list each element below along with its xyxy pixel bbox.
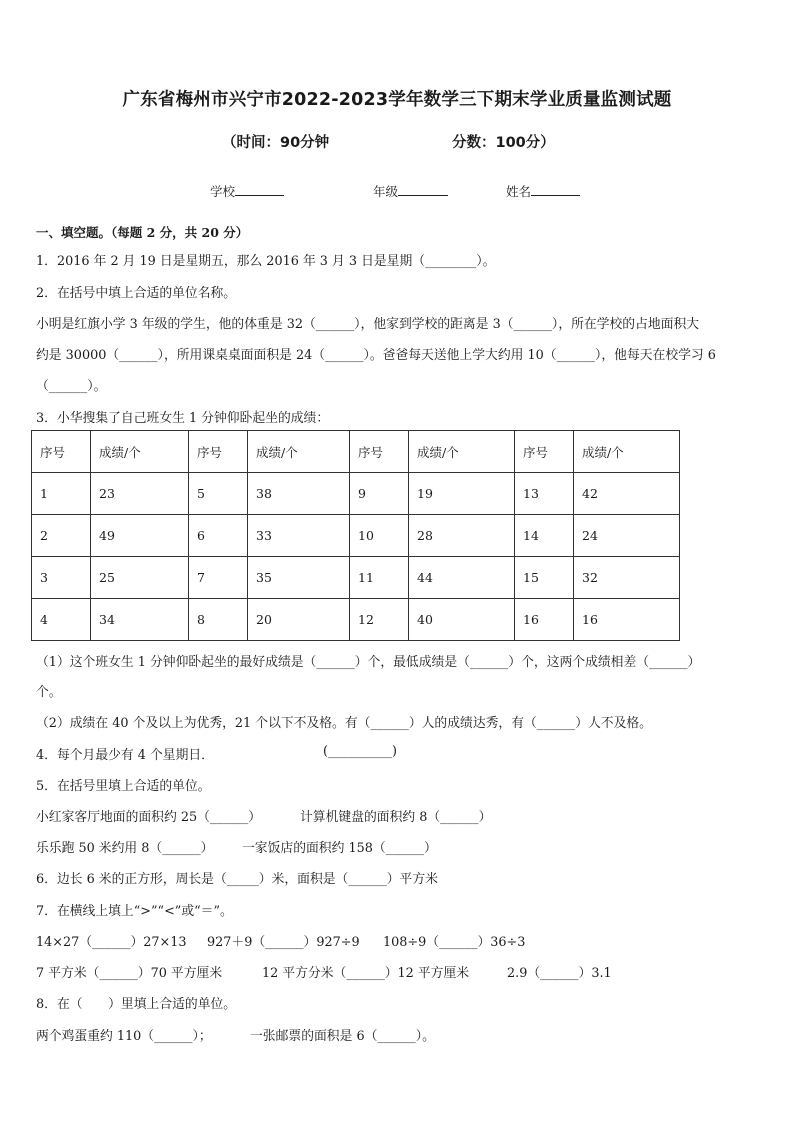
- question-2-line-3: （______）。: [36, 379, 107, 394]
- table-row: [32, 515, 680, 557]
- table-cell: 25: [91, 557, 189, 599]
- header-cell: 成绩/个: [91, 431, 189, 473]
- question-2-line-1: 小明是红旗小学 3 年级的学生，他的体重是 32（______），他家到学校的距离是 3（______），所在学校的占地面积大: [36, 317, 700, 332]
- question-1: 1．2016 年 2 月 19 日是星期五，那么 2016 年 3 月 3 日是星期（________）。: [36, 254, 496, 269]
- table-cell: 32: [574, 557, 680, 599]
- table-row: [32, 599, 680, 641]
- question-7-stem: 7．在横线上填上“>”“<”或“＝”。: [36, 904, 233, 919]
- header-cell: 序号: [189, 431, 248, 473]
- question-3-sub2: （2）成绩在 40 个及以上为优秀，21 个以下不及格。有（______）人的成绩达秀，有（______）人不及格。: [36, 716, 652, 731]
- table-cell: 15: [515, 557, 574, 599]
- header-cell: 成绩/个: [409, 431, 515, 473]
- name-label: 姓名: [506, 184, 532, 199]
- table-cell: 8: [189, 599, 248, 641]
- table-cell: 16: [515, 599, 574, 641]
- question-4-blank[interactable]: (__________): [323, 744, 397, 759]
- table-cell: 34: [91, 599, 189, 641]
- header-cell: 序号: [515, 431, 574, 473]
- table-cell: 28: [409, 515, 515, 557]
- table-cell: 7: [189, 557, 248, 599]
- question-5-d: 一家饭店的面积约 158（______）: [242, 841, 437, 856]
- question-7-e: 12 平方分米（______）12 平方厘米: [262, 966, 470, 981]
- table-row: [32, 557, 680, 599]
- table-row: [32, 473, 680, 515]
- school-field: [210, 182, 284, 200]
- table-cell: 1: [32, 473, 91, 515]
- table-cell: 11: [350, 557, 409, 599]
- question-3-sub1-line-1: （1）这个班女生 1 分钟仰卧起坐的最好成绩是（______）个，最低成绩是（______）个，这两个成绩相差（______）: [36, 655, 701, 670]
- question-8-stem: 8．在（ ）里填上合适的单位。: [36, 997, 237, 1012]
- table-cell: 3: [32, 557, 91, 599]
- header-cell: 序号: [350, 431, 409, 473]
- grade-label: 年级: [373, 184, 399, 199]
- question-3-sub1-line-2: 个。: [36, 685, 62, 700]
- exam-title: 广东省梅州市兴宁市2022-2023学年数学三下期末学业质量监测试题: [122, 90, 672, 110]
- name-blank[interactable]: [531, 182, 580, 196]
- total-score: 分数：100分）: [452, 135, 555, 151]
- question-6: 6．边长 6 米的正方形，周长是（_____）米，面积是（______）平方米: [36, 872, 438, 887]
- school-blank[interactable]: [235, 182, 284, 196]
- question-5-a: 小红家客厅地面的面积约 25（______）: [36, 810, 262, 825]
- question-5-b: 计算机键盘的面积约 8（______）: [300, 810, 492, 825]
- table-cell: 4: [32, 599, 91, 641]
- score-table: [31, 430, 680, 641]
- header-cell: 成绩/个: [248, 431, 350, 473]
- table-cell: 2: [32, 515, 91, 557]
- question-8-b: 一张邮票的面积是 6（______）。: [250, 1029, 435, 1044]
- table-header-row: [32, 431, 680, 473]
- header-cell: 序号: [32, 431, 91, 473]
- header-cell: 成绩/个: [574, 431, 680, 473]
- table-cell: 14: [515, 515, 574, 557]
- table-cell: 24: [574, 515, 680, 557]
- table-cell: 9: [350, 473, 409, 515]
- question-3-stem: 3．小华搜集了自己班女生 1 分钟仰卧起坐的成绩：: [36, 411, 330, 426]
- question-7-b: 927＋9（______）927÷9: [207, 935, 360, 950]
- section-heading: 一、填空题。（每题 2 分，共 20 分）: [36, 225, 249, 240]
- table-cell: 40: [409, 599, 515, 641]
- school-label: 学校: [210, 184, 236, 199]
- question-5-stem: 5．在括号里填上合适的单位。: [36, 779, 211, 794]
- table-cell: 38: [248, 473, 350, 515]
- question-8-a: 两个鸡蛋重约 110（______）；: [36, 1029, 212, 1044]
- question-4-text: 4．每个月最少有 4 个星期日．: [36, 748, 214, 763]
- table-cell: 49: [91, 515, 189, 557]
- grade-blank[interactable]: [398, 182, 448, 196]
- table-cell: 42: [574, 473, 680, 515]
- table-cell: 23: [91, 473, 189, 515]
- question-2-line-2: 约是 30000（______），所用课桌桌面面积是 24（______）。爸爸每天送他上学大约用 10（______），他每天在校学习 6: [36, 348, 716, 363]
- table-cell: 19: [409, 473, 515, 515]
- table-cell: 10: [350, 515, 409, 557]
- question-2-stem: 2．在括号中填上合适的单位名称。: [36, 286, 237, 301]
- question-7-f: 2.9（______）3.1: [507, 966, 612, 981]
- table-cell: 44: [409, 557, 515, 599]
- table-cell: 16: [574, 599, 680, 641]
- table-cell: 20: [248, 599, 350, 641]
- table-cell: 35: [248, 557, 350, 599]
- table-cell: 13: [515, 473, 574, 515]
- grade-field: [373, 182, 448, 200]
- question-7-c: 108÷9（______）36÷3: [383, 935, 526, 950]
- table-cell: 33: [248, 515, 350, 557]
- table-cell: 12: [350, 599, 409, 641]
- table-cell: 5: [189, 473, 248, 515]
- question-5-c: 乐乐跑 50 米约用 8（______）: [36, 841, 214, 856]
- question-7-a: 14×27（______）27×13: [36, 935, 187, 950]
- table-cell: 6: [189, 515, 248, 557]
- time-limit: （时间：90分钟: [222, 135, 330, 151]
- name-field: [506, 182, 580, 200]
- question-7-d: 7 平方米（______）70 平方厘米: [36, 966, 223, 981]
